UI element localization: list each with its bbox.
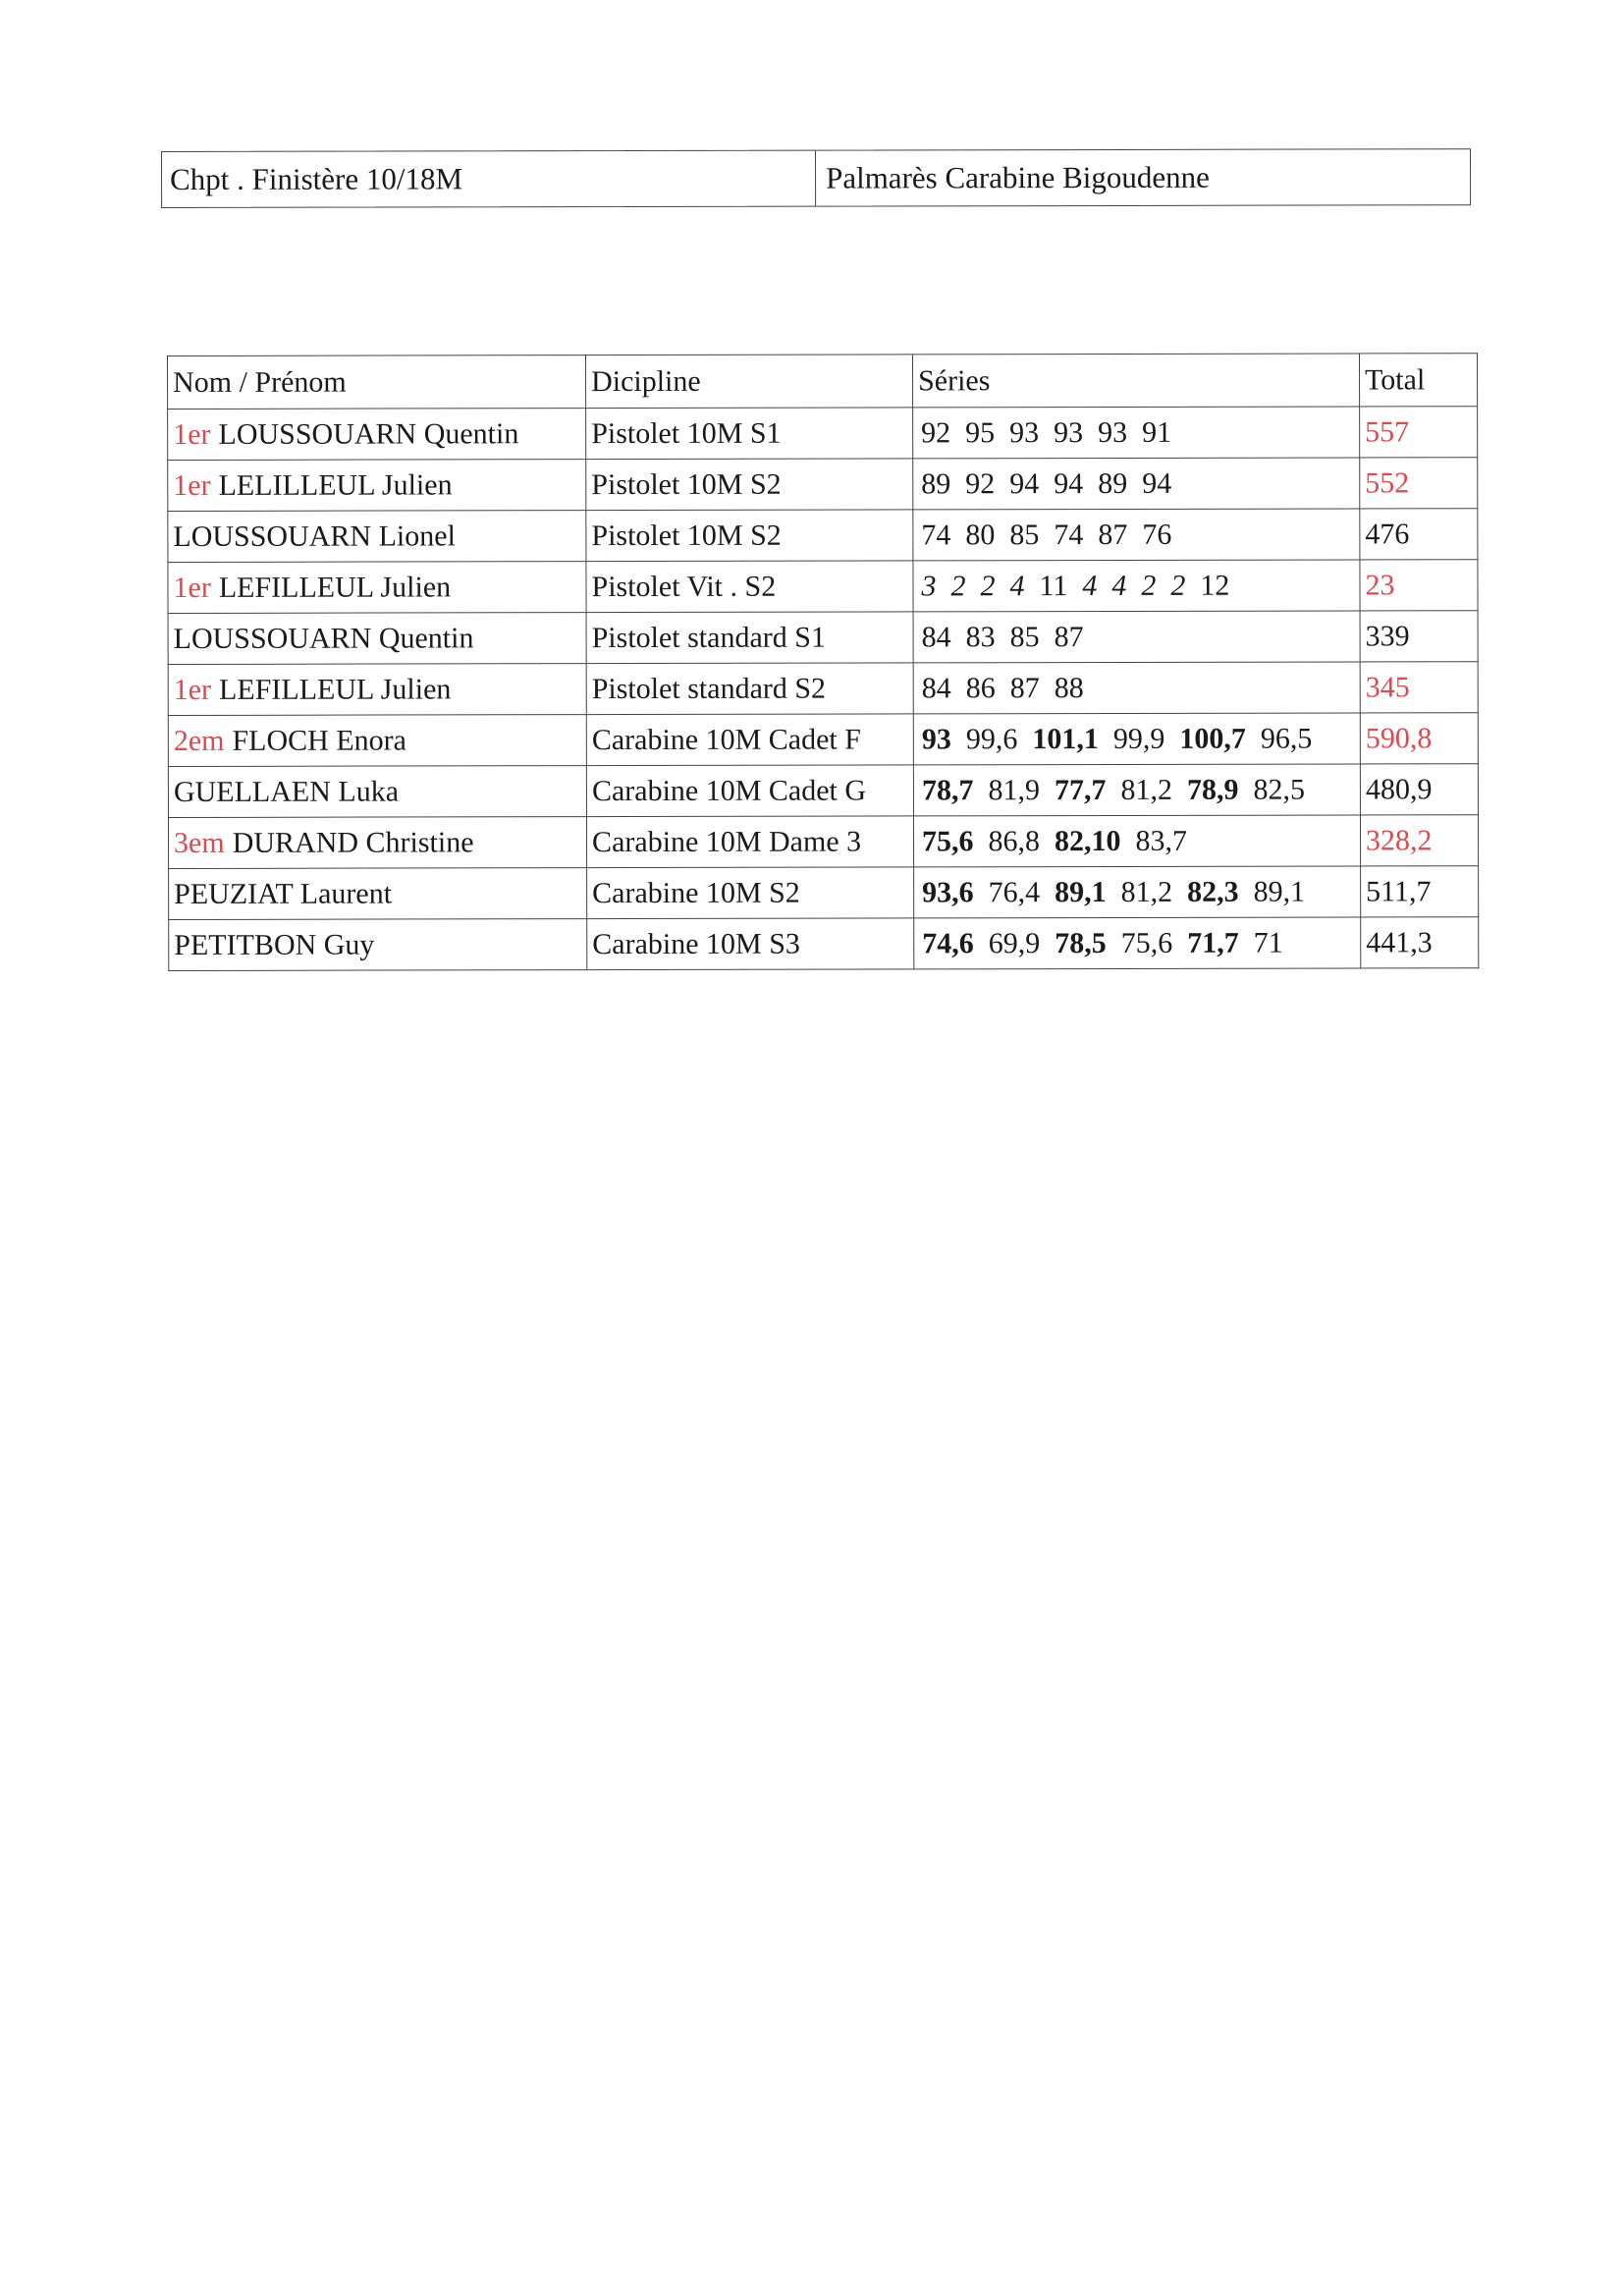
series-score: 84 <box>921 671 951 704</box>
table-row <box>169 917 1479 971</box>
series-cell <box>913 662 1360 714</box>
series-score: 94 <box>1142 466 1172 500</box>
series-cell <box>913 713 1360 765</box>
name-cell <box>168 460 586 512</box>
table-row <box>168 458 1478 512</box>
table-header-row <box>168 354 1478 410</box>
series-score: 11 <box>1039 569 1068 602</box>
series-score: 87 <box>1054 620 1084 653</box>
rank-label: 1er <box>173 417 211 451</box>
series-score: 93 <box>1054 415 1084 449</box>
series-cell <box>914 917 1361 969</box>
series-score: 93 <box>921 722 951 755</box>
rank-label: 1er <box>173 673 212 706</box>
discipline-cell: Pistolet 10M S1 <box>586 408 913 460</box>
series-score: 2 <box>980 569 996 602</box>
column-header-series: Séries <box>912 354 1359 408</box>
series-score: 86 <box>965 671 996 704</box>
shooter-name: LOUSSOUARN Lionel <box>173 519 456 553</box>
series-score: 74,6 <box>922 926 974 959</box>
series-cell <box>913 611 1360 663</box>
shooter-name: LEFILLEUL Julien <box>218 570 452 604</box>
name-cell <box>168 715 586 767</box>
shooter-name: PETITBON Guy <box>174 928 375 961</box>
rank-label: 1er <box>173 468 211 502</box>
discipline-cell: Pistolet 10M S2 <box>586 510 913 562</box>
name-cell <box>168 613 586 665</box>
column-header-total: Total <box>1359 354 1477 407</box>
series-score: 96,5 <box>1260 722 1313 755</box>
series-score: 92 <box>965 466 996 500</box>
series-score: 82,3 <box>1187 875 1239 908</box>
series-score: 99,9 <box>1112 722 1165 755</box>
shooter-name: LEFILLEUL Julien <box>218 672 452 706</box>
series-score: 78,7 <box>921 773 974 806</box>
column-header-name: Nom / Prénom <box>168 355 586 410</box>
series-cell <box>913 458 1360 510</box>
series-score: 81,2 <box>1120 773 1172 806</box>
series-score: 88 <box>1054 671 1084 704</box>
shooter-name: GUELLAEN Luka <box>173 775 400 808</box>
series-score: 69,9 <box>988 926 1041 959</box>
rank-label: 2em <box>173 724 225 757</box>
total-cell: 557 <box>1360 407 1478 458</box>
series-score: 75,6 <box>922 824 974 857</box>
series-score: 85 <box>1009 518 1040 551</box>
rank-label: 1er <box>173 571 211 604</box>
name-cell <box>169 919 587 971</box>
series-cell <box>913 560 1360 612</box>
column-header-discipline: Dicipline <box>586 355 913 409</box>
series-score: 4 <box>1111 569 1127 602</box>
series-cell <box>913 815 1360 867</box>
series-score: 74 <box>1054 518 1084 551</box>
series-score: 71 <box>1253 926 1283 959</box>
series-score: 99,6 <box>965 722 1018 755</box>
shooter-name: LELILLEUL Julien <box>218 467 453 502</box>
series-score: 83 <box>965 620 996 653</box>
series-score: 94 <box>1009 466 1040 500</box>
name-cell <box>168 562 586 614</box>
series-score: 4 <box>1009 569 1025 602</box>
discipline-cell: Pistolet standard S2 <box>586 663 913 715</box>
name-cell <box>169 868 587 920</box>
series-score: 91 <box>1142 415 1172 449</box>
series-score: 3 <box>921 569 937 602</box>
discipline-cell: Carabine 10M S3 <box>587 918 914 970</box>
series-score: 93 <box>1009 415 1040 449</box>
series-score: 89 <box>1098 466 1128 500</box>
series-score: 95 <box>965 415 996 449</box>
total-cell: 511,7 <box>1361 866 1479 917</box>
series-score: 85 <box>1009 620 1040 653</box>
series-score: 2 <box>1170 569 1186 602</box>
series-score: 4 <box>1082 569 1098 602</box>
series-score: 87 <box>1098 518 1128 551</box>
name-cell <box>168 409 586 461</box>
series-cell <box>913 407 1360 459</box>
series-score: 89 <box>921 466 951 500</box>
series-score: 77,7 <box>1054 773 1107 806</box>
name-cell <box>168 766 586 818</box>
series-score: 12 <box>1200 569 1230 602</box>
total-cell: 552 <box>1360 458 1478 509</box>
series-score: 87 <box>1009 671 1040 704</box>
total-cell: 345 <box>1360 662 1478 713</box>
discipline-cell: Carabine 10M Cadet G <box>586 765 913 817</box>
shooter-name: PEUZIAT Laurent <box>174 877 393 910</box>
table-row <box>168 560 1478 614</box>
results-table <box>167 353 1479 971</box>
total-cell: 590,8 <box>1360 713 1478 764</box>
series-score: 89,1 <box>1253 875 1306 908</box>
series-score: 84 <box>921 620 951 653</box>
discipline-cell: Pistolet standard S1 <box>586 612 913 664</box>
series-score: 83,7 <box>1135 824 1188 857</box>
table-row <box>168 764 1478 818</box>
name-cell <box>168 817 586 869</box>
series-score: 76,4 <box>988 875 1041 908</box>
table-row <box>168 611 1478 665</box>
series-score: 78,5 <box>1055 926 1107 959</box>
discipline-cell: Pistolet 10M S2 <box>586 459 913 511</box>
series-score: 92 <box>921 415 951 449</box>
series-score: 81,2 <box>1120 875 1173 908</box>
shooter-name: DURAND Christine <box>232 825 474 859</box>
name-cell <box>168 664 586 716</box>
total-cell: 328,2 <box>1360 815 1478 866</box>
series-cell <box>913 509 1360 561</box>
discipline-cell: Pistolet Vit . S2 <box>586 561 913 613</box>
series-score: 86,8 <box>988 824 1041 857</box>
total-cell: 476 <box>1360 509 1478 560</box>
series-score: 101,1 <box>1032 722 1099 755</box>
series-score: 82,5 <box>1253 773 1305 806</box>
series-score: 94 <box>1054 466 1084 500</box>
total-cell: 480,9 <box>1360 764 1478 815</box>
discipline-cell: Carabine 10M Dame 3 <box>586 816 913 868</box>
series-score: 81,9 <box>988 773 1040 806</box>
table-row <box>168 713 1478 767</box>
series-score: 2 <box>1141 569 1157 602</box>
series-cell <box>914 866 1361 918</box>
shooter-name: LOUSSOUARN Quentin <box>218 416 519 451</box>
results-body <box>168 407 1479 971</box>
total-cell: 23 <box>1360 560 1478 611</box>
total-cell: 441,3 <box>1361 917 1479 968</box>
series-score: 93 <box>1098 415 1128 449</box>
table-row <box>168 662 1478 716</box>
document-header-box <box>161 148 1471 208</box>
series-score: 74 <box>921 518 951 551</box>
series-score: 89,1 <box>1055 875 1107 908</box>
series-score: 93,6 <box>922 875 974 908</box>
table-row <box>168 407 1478 461</box>
total-cell: 339 <box>1360 611 1478 662</box>
discipline-cell: Carabine 10M S2 <box>587 867 914 919</box>
series-score: 80 <box>965 518 996 551</box>
series-score: 2 <box>950 569 966 602</box>
series-score: 75,6 <box>1120 926 1173 959</box>
shooter-name: LOUSSOUARN Quentin <box>173 621 474 655</box>
rank-label: 3em <box>174 826 225 859</box>
table-row <box>168 815 1478 869</box>
table-row <box>168 509 1478 563</box>
table-row <box>169 866 1479 920</box>
series-score: 82,10 <box>1055 824 1121 857</box>
discipline-cell: Carabine 10M Cadet F <box>586 714 913 766</box>
series-score: 76 <box>1142 518 1172 551</box>
series-score: 78,9 <box>1186 773 1239 806</box>
name-cell <box>168 511 586 563</box>
series-score: 100,7 <box>1179 722 1246 755</box>
series-cell <box>913 764 1360 816</box>
palmares-title: Palmarès Carabine Bigoudenne <box>826 159 1210 195</box>
shooter-name: FLOCH Enora <box>232 723 406 757</box>
series-score: 71,7 <box>1187 926 1239 959</box>
championship-title: Chpt . Finistère 10/18M <box>162 151 816 207</box>
